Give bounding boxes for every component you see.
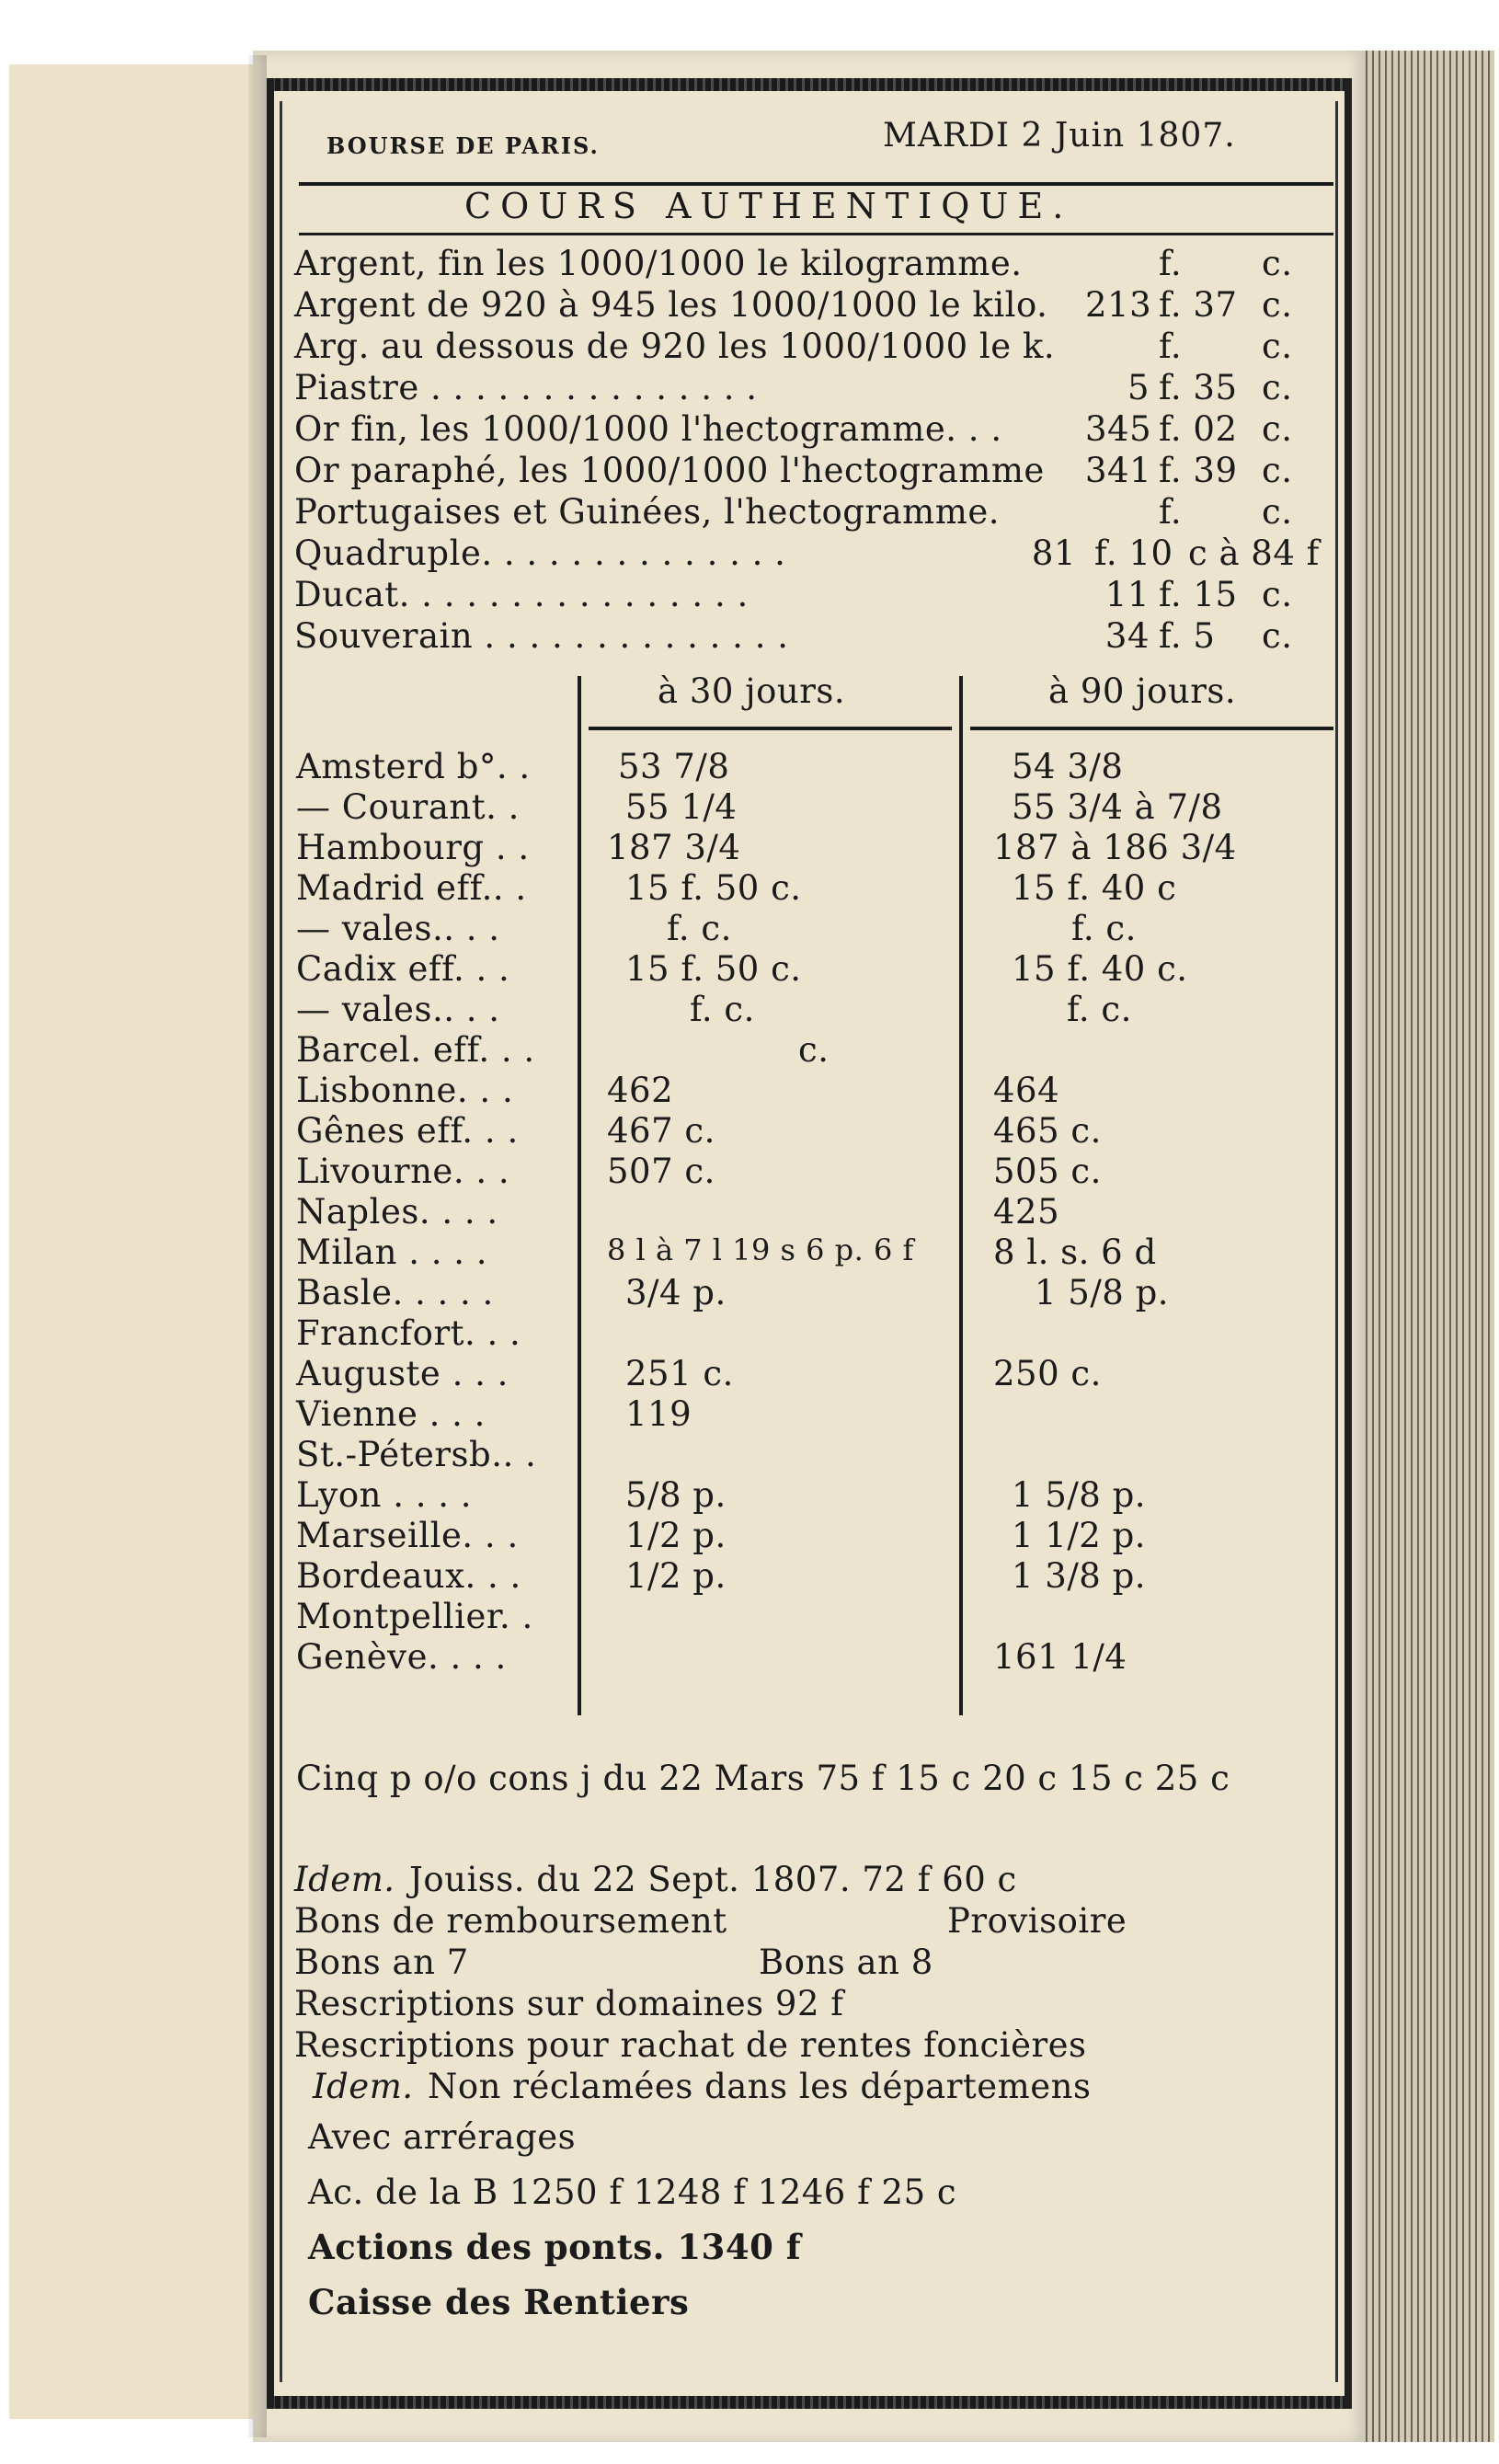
metal-amount: 81: [1031, 533, 1076, 573]
exchange-90: 1 1/2 p.: [1012, 1516, 1147, 1555]
metal-label: Argent de 920 à 945 les 1000/1000 le kilo.: [294, 285, 1048, 325]
metal-f: f. 37: [1159, 285, 1238, 325]
metal-c: c.: [1262, 616, 1293, 656]
arrerages: Avec arrérages: [308, 2117, 577, 2157]
exchange-place: Lyon . . . .: [296, 1475, 473, 1515]
metal-f: f.: [1159, 327, 1183, 366]
exchange-30: 251 c.: [625, 1354, 734, 1393]
exchange-90: 250 c.: [993, 1354, 1102, 1393]
exchange-30: 8 l à 7 l 19 s 6 p. 6 f: [607, 1232, 914, 1267]
metal-label: Argent, fin les 1000/1000 le kilogramme.: [294, 244, 1023, 283]
exchange-place: Naples. . . .: [296, 1192, 498, 1232]
exchange-90: 55 3/4 à 7/8: [1012, 787, 1223, 827]
exchange-place: Marseille. . .: [296, 1516, 519, 1555]
border-left-inner: [280, 101, 282, 2382]
metal-label: Piastre . . . . . . . . . . . . . . .: [294, 368, 758, 407]
exchange-place: Barcel. eff. . .: [296, 1030, 535, 1070]
exchange-90: 187 à 186 3/4: [993, 828, 1237, 867]
exchange-90: 505 c.: [993, 1152, 1102, 1191]
exchange-place: St.-Pétersb.. .: [296, 1435, 537, 1474]
exchange-place: Bordeaux. . .: [296, 1556, 521, 1596]
exchange-place: Hambourg . .: [296, 828, 530, 867]
col-header-90: à 90 jours.: [1048, 671, 1237, 711]
metal-amount: 34: [1104, 616, 1150, 656]
metal-c: c.: [1262, 451, 1293, 490]
col-divider-left: [578, 676, 581, 1715]
idem-label: Idem.: [294, 1860, 395, 1899]
header-left: BOURSE DE PARIS.: [326, 132, 600, 159]
exchange-90: 8 l. s. 6 d: [993, 1232, 1157, 1272]
border-right-inner: [1335, 101, 1338, 2382]
cinq-pour-cent: Cinq p o/o cons j du 22 Mars 75 f 15 c 20 c 15 c 25 c: [296, 1759, 1230, 1798]
exchange-30: f. c.: [690, 990, 755, 1029]
exchange-30: 53 7/8: [618, 747, 730, 786]
bons-an-7: Bons an 7: [294, 1943, 469, 1982]
metal-label: Portugaises et Guinées, l'hectogramme.: [294, 492, 1001, 532]
metal-f: f. 15: [1159, 575, 1238, 614]
exchange-30: 55 1/4: [625, 787, 738, 827]
exchange-place: Auguste . . .: [296, 1354, 509, 1393]
page-title: COURS AUTHENTIQUE.: [464, 186, 1073, 226]
metal-f: f. 35: [1159, 368, 1238, 407]
exchange-90: 1 5/8 p.: [1012, 1475, 1147, 1515]
exchange-30: 1/2 p.: [625, 1556, 727, 1596]
ac-banque: Ac. de la B 1250 f 1248 f 1246 f 25 c: [308, 2172, 957, 2212]
metal-c: c.: [1262, 368, 1293, 407]
rule-col-90: [970, 727, 1333, 730]
exchange-place: Gênes eff. . .: [296, 1111, 519, 1151]
idem-text-2: Non réclamées dans les départemens: [428, 2067, 1092, 2106]
exchange-place: Cadix eff. . .: [296, 949, 510, 989]
border-right: [1345, 78, 1352, 2409]
col-divider-right: [959, 676, 963, 1715]
exchange-30: 1/2 p.: [625, 1516, 727, 1555]
border-left: [267, 78, 274, 2409]
idem-text: Jouiss. du 22 Sept. 1807. 72 f 60 c: [409, 1860, 1017, 1899]
metal-c: c.: [1262, 492, 1293, 532]
exchange-30: 507 c.: [607, 1152, 715, 1191]
gutter-shadow: [248, 55, 267, 2437]
metal-amount: 341: [1085, 451, 1152, 490]
exchange-90: 15 f. 40 c.: [1012, 949, 1188, 989]
exchange-90: 464: [993, 1071, 1060, 1110]
metal-label: Ducat. . . . . . . . . . . . . . . .: [294, 575, 749, 614]
exchange-90: 161 1/4: [993, 1637, 1127, 1677]
exchange-90: f. c.: [1071, 909, 1137, 948]
exchange-30: f. c.: [667, 909, 732, 948]
exchange-place: Vienne . . .: [296, 1394, 486, 1434]
exchange-place: Basle. . . . .: [296, 1273, 494, 1312]
border-top: [267, 78, 1352, 91]
metal-c: c.: [1262, 409, 1293, 449]
exchange-30: 3/4 p.: [625, 1273, 727, 1312]
metal-f: f. 10: [1094, 533, 1173, 573]
exchange-place: Francfort. . .: [296, 1313, 521, 1353]
metal-f: f.: [1159, 244, 1183, 283]
idem-label-2: Idem.: [313, 2067, 414, 2106]
metal-label: Souverain . . . . . . . . . . . . . .: [294, 616, 789, 656]
metal-f: f.: [1159, 492, 1183, 532]
exchange-30: 5/8 p.: [625, 1475, 727, 1515]
exchange-30: c.: [798, 1030, 830, 1070]
exchange-30: 462: [607, 1071, 674, 1110]
exchange-place: Genève. . . .: [296, 1637, 507, 1677]
bons-an-8: Bons an 8: [759, 1943, 933, 1982]
exchange-90: 15 f. 40 c: [1012, 868, 1177, 908]
exchange-place: Madrid eff.. .: [296, 868, 527, 908]
header-right: MARDI 2 Juin 1807.: [883, 117, 1236, 155]
caisse-rentiers: Caisse des Rentiers: [308, 2282, 690, 2322]
exchange-place: — vales.. . .: [296, 990, 500, 1029]
facing-page: [9, 64, 269, 2419]
rule-title: [299, 233, 1333, 235]
rule-col-30: [589, 727, 952, 730]
exchange-place: — Courant. .: [296, 787, 520, 827]
metal-label: Or paraphé, les 1000/1000 l'hectogramme: [294, 451, 1045, 490]
exchange-90: 425: [993, 1192, 1060, 1232]
exchange-30: 119: [625, 1394, 692, 1434]
metal-amount: 5: [1127, 368, 1150, 407]
exchange-90: 54 3/8: [1012, 747, 1124, 786]
book-edge: [1366, 51, 1494, 2442]
metal-c: c à 84 f: [1188, 533, 1320, 573]
metal-f: f. 5: [1159, 616, 1216, 656]
exchange-place: — vales.. . .: [296, 909, 500, 948]
exchange-90: 1 5/8 p.: [1035, 1273, 1170, 1312]
metal-amount: 213: [1085, 285, 1152, 325]
exchange-30: 15 f. 50 c.: [625, 868, 802, 908]
exchange-30: 15 f. 50 c.: [625, 949, 802, 989]
exchange-90: 465 c.: [993, 1111, 1102, 1151]
metal-label: Quadruple. . . . . . . . . . . . . .: [294, 533, 786, 573]
exchange-30: 467 c.: [607, 1111, 715, 1151]
bons-remboursement: Bons de remboursement: [294, 1901, 727, 1941]
metal-c: c.: [1262, 327, 1293, 366]
metal-f: f. 02: [1159, 409, 1238, 449]
exchange-place: Lisbonne. . .: [296, 1071, 514, 1110]
rescriptions-domaines: Rescriptions sur domaines 92 f: [294, 1984, 844, 2023]
metal-label: Or fin, les 1000/1000 l'hectogramme. . .: [294, 409, 1002, 449]
metal-amount: 11: [1104, 575, 1150, 614]
metal-amount: 345: [1085, 409, 1152, 449]
metal-label: Arg. au dessous de 920 les 1000/1000 le k.: [294, 327, 1056, 366]
rescriptions-rachat: Rescriptions pour rachat de rentes foncières: [294, 2025, 1087, 2065]
provisoire: Provisoire: [947, 1901, 1127, 1941]
border-bottom: [267, 2396, 1352, 2409]
actions-ponts: Actions des ponts. 1340 f: [308, 2227, 802, 2267]
exchange-30: 187 3/4: [607, 828, 741, 867]
metal-c: c.: [1262, 575, 1293, 614]
exchange-place: Montpellier. .: [296, 1597, 533, 1636]
exchange-90: 1 3/8 p.: [1012, 1556, 1147, 1596]
exchange-place: Amsterd b°. .: [296, 747, 531, 786]
metal-c: c.: [1262, 285, 1293, 325]
metal-c: c.: [1262, 244, 1293, 283]
exchange-place: Livourne. . .: [296, 1152, 510, 1191]
col-header-30: à 30 jours.: [658, 671, 846, 711]
exchange-place: Milan . . . .: [296, 1232, 488, 1272]
metal-f: f. 39: [1159, 451, 1238, 490]
exchange-90: f. c.: [1067, 990, 1132, 1029]
